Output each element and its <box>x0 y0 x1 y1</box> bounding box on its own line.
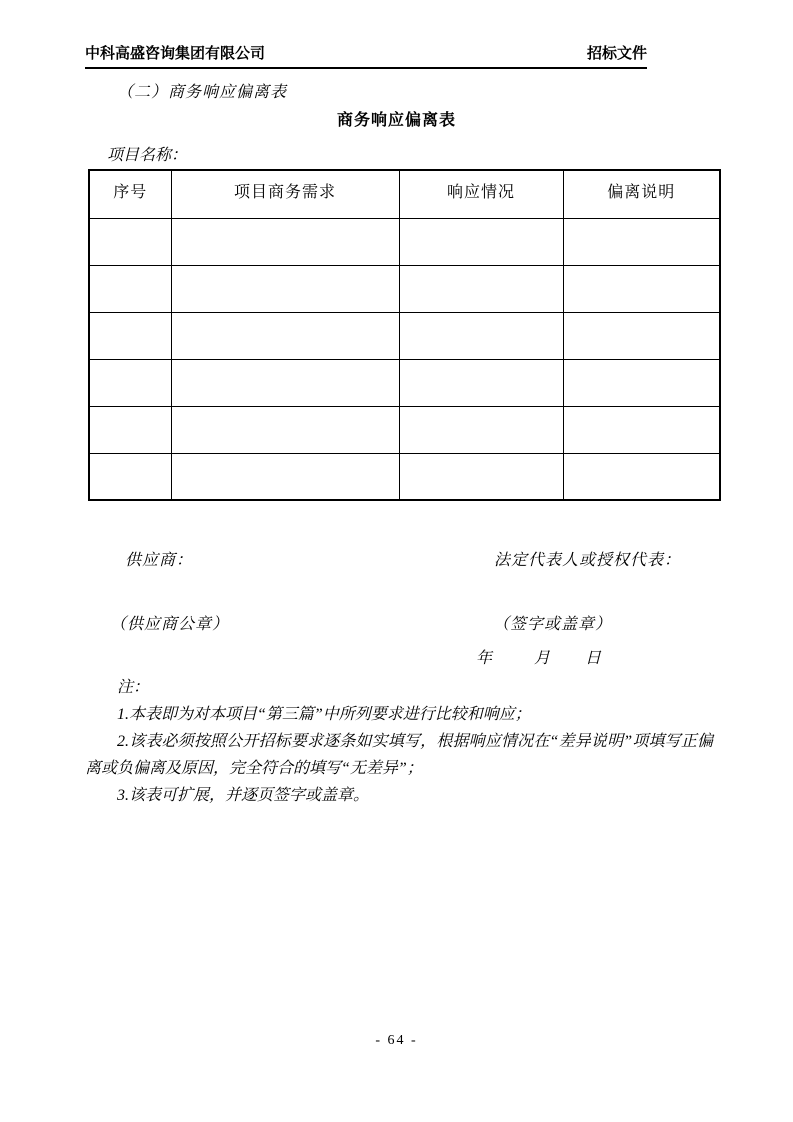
note-item-1: 1.本表即为对本项目“第三篇”中所列要求进行比较和响应； <box>117 706 531 723</box>
col-header-deviation: 偏离说明 <box>563 170 720 218</box>
section-label: （二）商务响应偏离表 <box>117 84 288 101</box>
date-day-label: 日 <box>585 650 603 667</box>
table-cell <box>171 359 399 406</box>
legal-representative-label: 法定代表人或授权代表： <box>494 552 682 569</box>
table-cell <box>171 218 399 265</box>
table-cell <box>399 359 563 406</box>
table-cell <box>89 265 171 312</box>
date-month-label: 月 <box>534 650 552 667</box>
page-header <box>85 46 647 69</box>
header-company: 中科高盛咨询集团有限公司 <box>85 46 266 62</box>
notes-section <box>85 674 713 809</box>
table-cell <box>563 453 720 500</box>
table-cell <box>399 265 563 312</box>
table-cell <box>563 218 720 265</box>
table-cell <box>171 312 399 359</box>
table-cell <box>89 453 171 500</box>
table-row <box>89 218 720 265</box>
sign-or-seal-label: （签字或盖章） <box>493 616 613 633</box>
table-cell <box>399 406 563 453</box>
note-item-2: 2.该表必须按照公开招标要求逐条如实填写，根据响应情况在“差异说明”项填写正偏离或负偏离及原因，完全符合的填写“无差异”； <box>85 733 713 777</box>
deviation-table-body <box>89 218 720 500</box>
supplier-seal-label: （供应商公章） <box>110 616 230 633</box>
table-cell <box>399 453 563 500</box>
col-header-response: 响应情况 <box>399 170 563 218</box>
supplier-label: 供应商： <box>125 552 194 569</box>
page-number: - 64 - <box>375 1033 418 1048</box>
table-cell <box>89 218 171 265</box>
table-cell <box>399 218 563 265</box>
table-cell <box>171 406 399 453</box>
table-row <box>89 406 720 453</box>
col-header-seq: 序号 <box>89 170 171 218</box>
table-cell <box>171 265 399 312</box>
table-cell <box>563 359 720 406</box>
table-cell <box>563 406 720 453</box>
table-row <box>89 453 720 500</box>
note-item-3: 3.该表可扩展，并逐页签字或盖章。 <box>117 787 370 804</box>
table-cell <box>563 265 720 312</box>
header-doc-type: 招标文件 <box>586 46 647 62</box>
deviation-table <box>88 169 721 501</box>
table-cell <box>89 312 171 359</box>
table-cell <box>563 312 720 359</box>
table-cell <box>89 359 171 406</box>
date-year-label: 年 <box>476 650 494 667</box>
table-cell <box>399 312 563 359</box>
table-row <box>89 359 720 406</box>
table-header-row <box>89 170 720 218</box>
page-title: 商务响应偏离表 <box>336 112 456 129</box>
table-row <box>89 312 720 359</box>
table-cell <box>171 453 399 500</box>
notes-label: 注： <box>117 679 150 696</box>
table-cell <box>89 406 171 453</box>
project-name-label: 项目名称： <box>107 147 188 164</box>
col-header-requirement: 项目商务需求 <box>171 170 399 218</box>
table-row <box>89 265 720 312</box>
